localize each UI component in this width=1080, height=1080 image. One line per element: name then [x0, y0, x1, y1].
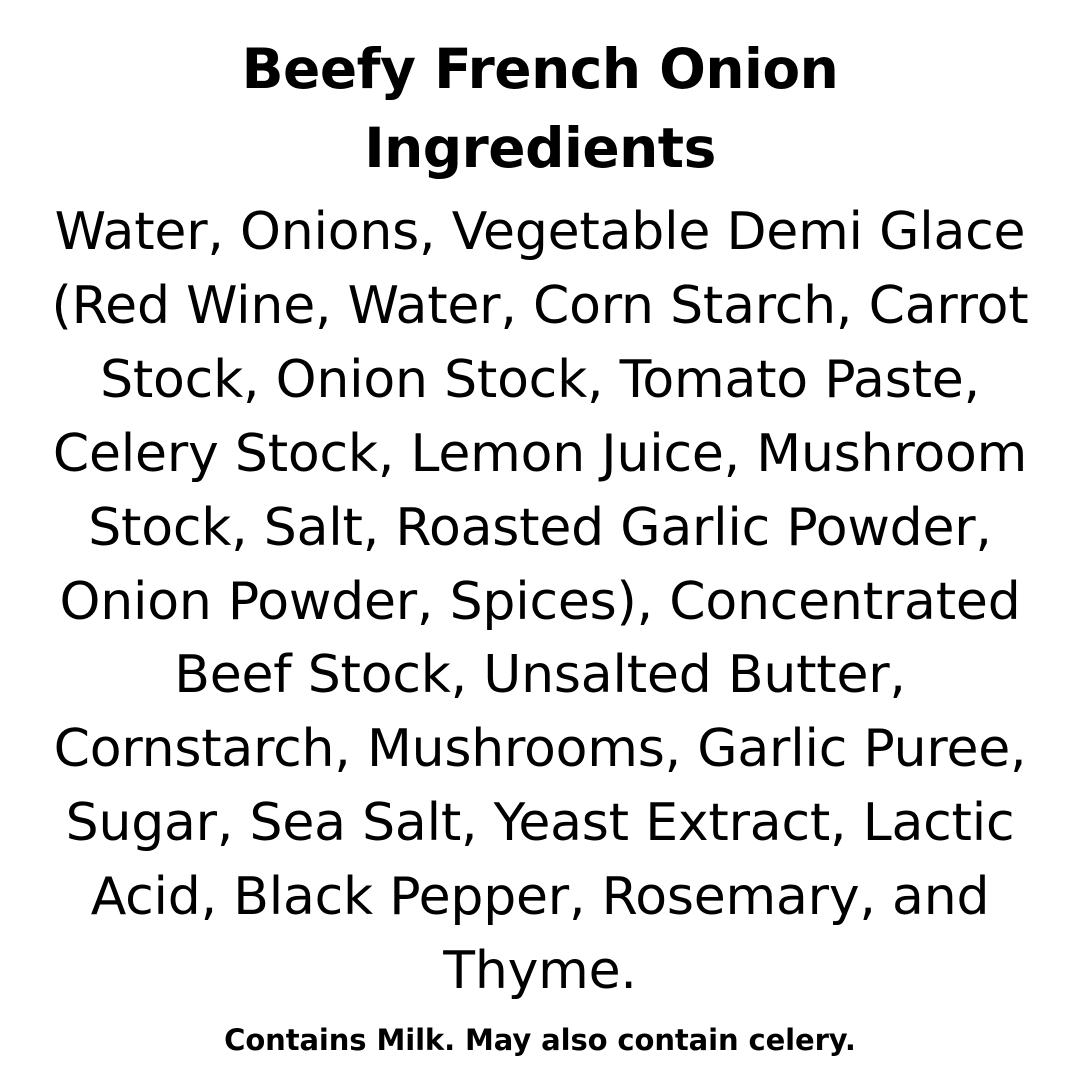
ingredients-text: Water, Onions, Vegetable Demi Glace (Red Wine, Water, Corn Starch, Carrot Stock, Onion Stock, Tomato Paste, Celery Stock, Lemon Juice, Mushroom Stock, Salt, Roasted Garlic Powder, Onion Powder, Spices), Concentrated Beef Stock, Unsalted Butter, Cornstarch, Mushrooms, Garlic Puree, Sugar, Sea Salt, Yeast Extract, Lactic Acid, Black Pepper, Rosemary, and Thyme. [51, 202, 1029, 1001]
allergen-statement: Contains Milk. May also contain celery. [224, 1023, 856, 1058]
page-title: Beefy French Onion Ingredients [241, 37, 839, 181]
